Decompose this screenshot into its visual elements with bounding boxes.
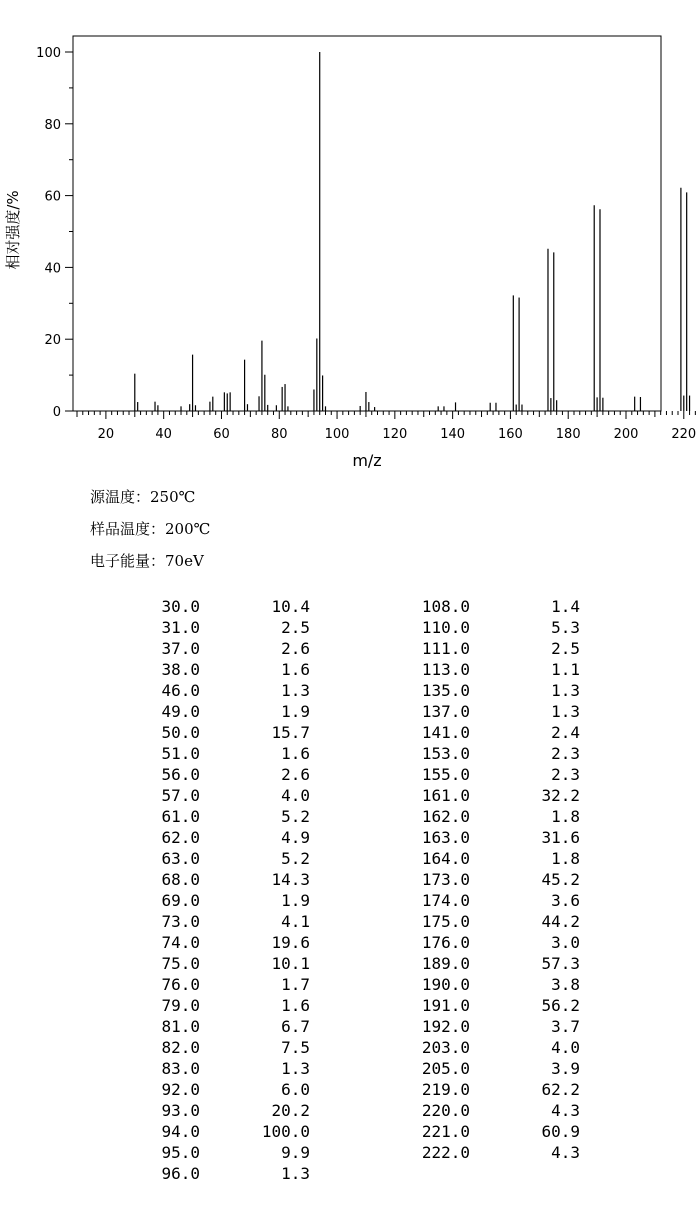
- y-tick-label: 100: [36, 46, 61, 61]
- peak-mz: 108.0: [421, 597, 470, 616]
- peak-intensity: 2.6: [281, 639, 310, 658]
- peak-row: [130, 974, 310, 995]
- plot-frame: [73, 36, 661, 411]
- peak-row: [130, 659, 310, 680]
- peak-mz: 173.0: [421, 870, 470, 889]
- x-tick-label: 100: [324, 427, 350, 442]
- peak-intensity: 20.2: [271, 1101, 310, 1120]
- peak-intensity: 5.2: [281, 807, 310, 826]
- peak-row: [400, 869, 580, 890]
- peak-mz: 82.0: [161, 1038, 200, 1057]
- peak-intensity: 1.6: [281, 744, 310, 763]
- peak-intensity: 2.3: [551, 744, 580, 763]
- peak-intensity: 4.3: [551, 1143, 580, 1162]
- peak-mz: 161.0: [421, 786, 470, 805]
- peak-row: [130, 785, 310, 806]
- peak-row: [400, 680, 580, 701]
- x-tick-label: 120: [382, 427, 408, 442]
- peak-mz: 83.0: [161, 1059, 200, 1078]
- x-tick-label: 220: [671, 427, 696, 442]
- peak-mz: 137.0: [421, 702, 470, 721]
- peak-row: [130, 722, 310, 743]
- peak-row: [130, 848, 310, 869]
- x-tick-label: 200: [613, 427, 639, 442]
- y-tick-label: 20: [44, 333, 61, 349]
- peak-intensity: 14.3: [271, 870, 310, 889]
- peak-row: [400, 848, 580, 869]
- peak-intensity: 56.2: [541, 996, 580, 1015]
- peak-mz: 163.0: [421, 828, 470, 847]
- y-tick-label: 80: [44, 117, 61, 133]
- peak-intensity: 4.0: [551, 1038, 580, 1057]
- peak-row: [130, 701, 310, 722]
- peak-mz: 50.0: [161, 723, 200, 742]
- peak-row: [130, 680, 310, 701]
- peak-intensity: 2.5: [551, 639, 580, 658]
- peak-row: [400, 953, 580, 974]
- peak-intensity: 5.3: [551, 618, 580, 637]
- peak-intensity: 57.3: [541, 954, 580, 973]
- peak-row: [400, 638, 580, 659]
- peak-row: [400, 659, 580, 680]
- peak-intensity: 4.0: [281, 786, 310, 805]
- x-tick-label: 20: [97, 427, 115, 442]
- peak-intensity: 1.8: [551, 849, 580, 868]
- peak-row: [400, 995, 580, 1016]
- peak-mz: 38.0: [161, 660, 200, 679]
- peak-mz: 61.0: [161, 807, 200, 826]
- peak-mz: 153.0: [421, 744, 470, 763]
- peak-row: [130, 911, 310, 932]
- peak-row: [130, 1100, 310, 1121]
- peak-row: [400, 743, 580, 764]
- peak-mz: 75.0: [161, 954, 200, 973]
- peak-mz: 113.0: [421, 660, 470, 679]
- peak-intensity: 1.3: [281, 681, 310, 700]
- peak-row: [400, 596, 580, 617]
- peak-intensity: 1.1: [551, 660, 580, 679]
- peak-mz: 111.0: [421, 639, 470, 658]
- peak-mz: 31.0: [161, 618, 200, 637]
- peak-row: [130, 764, 310, 785]
- peak-intensity: 1.8: [551, 807, 580, 826]
- peak-intensity: 1.3: [281, 1059, 310, 1078]
- peak-intensity: 2.3: [551, 765, 580, 784]
- peak-row: [400, 701, 580, 722]
- x-tick-label: 40: [155, 427, 172, 442]
- peak-intensity: 10.1: [271, 954, 310, 973]
- y-axis: [36, 46, 73, 420]
- peak-mz: 63.0: [161, 849, 200, 868]
- peak-mz: 175.0: [421, 912, 470, 931]
- peak-mz: 74.0: [161, 933, 200, 952]
- peak-mz: 220.0: [421, 1101, 470, 1120]
- peak-intensity: 3.0: [551, 933, 580, 952]
- peak-mz: 49.0: [161, 702, 200, 721]
- sample-temperature: 样品温度：200℃: [90, 520, 211, 538]
- peak-intensity: 60.9: [541, 1122, 580, 1141]
- instrument-conditions: [90, 484, 210, 580]
- peak-row: [130, 1016, 310, 1037]
- peak-row: [130, 638, 310, 659]
- peaks-layer: [135, 52, 690, 411]
- peak-intensity: 1.4: [551, 597, 580, 616]
- peak-mz: 192.0: [421, 1017, 470, 1036]
- peak-intensity: 1.9: [281, 891, 310, 910]
- peak-mz: 94.0: [161, 1122, 200, 1141]
- peak-row: [400, 827, 580, 848]
- peak-intensity: 6.0: [281, 1080, 310, 1099]
- peak-row: [400, 722, 580, 743]
- peak-row: [130, 1121, 310, 1142]
- peak-intensity: 4.9: [281, 828, 310, 847]
- x-tick-label: 60: [213, 427, 230, 442]
- peak-row: [130, 890, 310, 911]
- mass-spectrum-chart: [0, 0, 696, 480]
- peak-table-left: [130, 596, 310, 1184]
- electron-energy: 电子能量：70eV: [90, 552, 204, 570]
- peak-mz: 95.0: [161, 1143, 200, 1162]
- source-temperature: 源温度：250℃: [90, 488, 196, 506]
- peak-row: [400, 1100, 580, 1121]
- peak-mz: 222.0: [421, 1143, 470, 1162]
- peak-intensity: 62.2: [541, 1080, 580, 1099]
- peak-row: [400, 1121, 580, 1142]
- peak-row: [400, 1058, 580, 1079]
- peak-row: [130, 806, 310, 827]
- peak-intensity: 3.6: [551, 891, 580, 910]
- peak-intensity: 5.2: [281, 849, 310, 868]
- peak-mz: 73.0: [161, 912, 200, 931]
- peak-intensity: 9.9: [281, 1143, 310, 1162]
- peak-intensity: 19.6: [271, 933, 310, 952]
- peak-row: [130, 1079, 310, 1100]
- peak-mz: 174.0: [421, 891, 470, 910]
- peak-row: [130, 596, 310, 617]
- peak-mz: 76.0: [161, 975, 200, 994]
- peak-row: [130, 743, 310, 764]
- peak-intensity: 45.2: [541, 870, 580, 889]
- peak-intensity: 100.0: [261, 1122, 310, 1141]
- peak-mz: 93.0: [161, 1101, 200, 1120]
- peak-row: [400, 785, 580, 806]
- x-tick-label: 80: [270, 427, 288, 442]
- peak-row: [130, 953, 310, 974]
- peak-mz: 37.0: [161, 639, 200, 658]
- peak-mz: 30.0: [161, 597, 200, 616]
- peak-mz: 69.0: [161, 891, 200, 910]
- peak-mz: 81.0: [161, 1017, 200, 1036]
- peak-row: [130, 995, 310, 1016]
- x-axis: [77, 411, 696, 442]
- x-tick-label: 140: [440, 427, 466, 442]
- peak-intensity: 3.7: [551, 1017, 580, 1036]
- peak-mz: 79.0: [161, 996, 200, 1015]
- peak-intensity: 2.4: [551, 723, 580, 742]
- peak-mz: 221.0: [421, 1122, 470, 1141]
- peak-table-right: [400, 596, 580, 1163]
- peak-intensity: 2.6: [281, 765, 310, 784]
- y-tick-label: 40: [44, 261, 61, 277]
- peak-row: [130, 1037, 310, 1058]
- x-tick-label: 160: [498, 427, 523, 442]
- peak-mz: 189.0: [421, 954, 470, 973]
- y-axis-label: 相对强度/%: [4, 190, 22, 270]
- peak-row: [400, 1016, 580, 1037]
- peak-mz: 219.0: [421, 1080, 470, 1099]
- peak-row: [400, 764, 580, 785]
- peak-intensity: 4.3: [551, 1101, 580, 1120]
- peak-mz: 141.0: [421, 723, 470, 742]
- peak-mz: 164.0: [421, 849, 470, 868]
- peak-mz: 56.0: [161, 765, 200, 784]
- peak-intensity: 1.3: [551, 702, 580, 721]
- peak-mz: 162.0: [421, 807, 470, 826]
- peak-mz: 57.0: [161, 786, 200, 805]
- x-axis-label: m/z: [352, 451, 382, 470]
- peak-intensity: 7.5: [281, 1038, 310, 1057]
- peak-row: [400, 974, 580, 995]
- peak-row: [400, 1037, 580, 1058]
- peak-mz: 46.0: [161, 681, 200, 700]
- peak-row: [130, 869, 310, 890]
- peak-intensity: 32.2: [541, 786, 580, 805]
- peak-row: [130, 1163, 310, 1184]
- peak-row: [130, 827, 310, 848]
- peak-intensity: 3.9: [551, 1059, 580, 1078]
- peak-mz: 68.0: [161, 870, 200, 889]
- peak-intensity: 1.6: [281, 660, 310, 679]
- peak-intensity: 1.6: [281, 996, 310, 1015]
- peak-row: [130, 1142, 310, 1163]
- peak-mz: 62.0: [161, 828, 200, 847]
- peak-intensity: 31.6: [541, 828, 580, 847]
- y-tick-label: 60: [44, 189, 61, 205]
- peak-row: [400, 890, 580, 911]
- peak-mz: 135.0: [421, 681, 470, 700]
- peak-row: [400, 806, 580, 827]
- peak-mz: 96.0: [161, 1164, 200, 1183]
- peak-intensity: 1.9: [281, 702, 310, 721]
- peak-mz: 110.0: [421, 618, 470, 637]
- peak-intensity: 4.1: [281, 912, 310, 931]
- peak-mz: 176.0: [421, 933, 470, 952]
- peak-intensity: 6.7: [281, 1017, 310, 1036]
- peak-row: [130, 932, 310, 953]
- peak-intensity: 1.3: [551, 681, 580, 700]
- peak-intensity: 1.7: [281, 975, 310, 994]
- peak-row: [400, 932, 580, 953]
- peak-row: [130, 1058, 310, 1079]
- peak-mz: 191.0: [421, 996, 470, 1015]
- y-tick-label: 0: [52, 405, 61, 420]
- peak-intensity: 10.4: [271, 597, 310, 616]
- peak-mz: 190.0: [421, 975, 470, 994]
- peak-mz: 203.0: [421, 1038, 470, 1057]
- peak-row: [400, 911, 580, 932]
- x-tick-label: 180: [555, 427, 581, 442]
- peak-row: [400, 617, 580, 638]
- peak-intensity: 44.2: [541, 912, 580, 931]
- peak-mz: 155.0: [421, 765, 470, 784]
- peak-intensity: 1.3: [281, 1164, 310, 1183]
- peak-intensity: 3.8: [551, 975, 580, 994]
- peak-row: [400, 1142, 580, 1163]
- peak-mz: 92.0: [161, 1080, 200, 1099]
- peak-mz: 51.0: [161, 744, 200, 763]
- peak-intensity: 15.7: [271, 723, 310, 742]
- peak-mz: 205.0: [421, 1059, 470, 1078]
- peak-row: [130, 617, 310, 638]
- peak-intensity: 2.5: [281, 618, 310, 637]
- peak-row: [400, 1079, 580, 1100]
